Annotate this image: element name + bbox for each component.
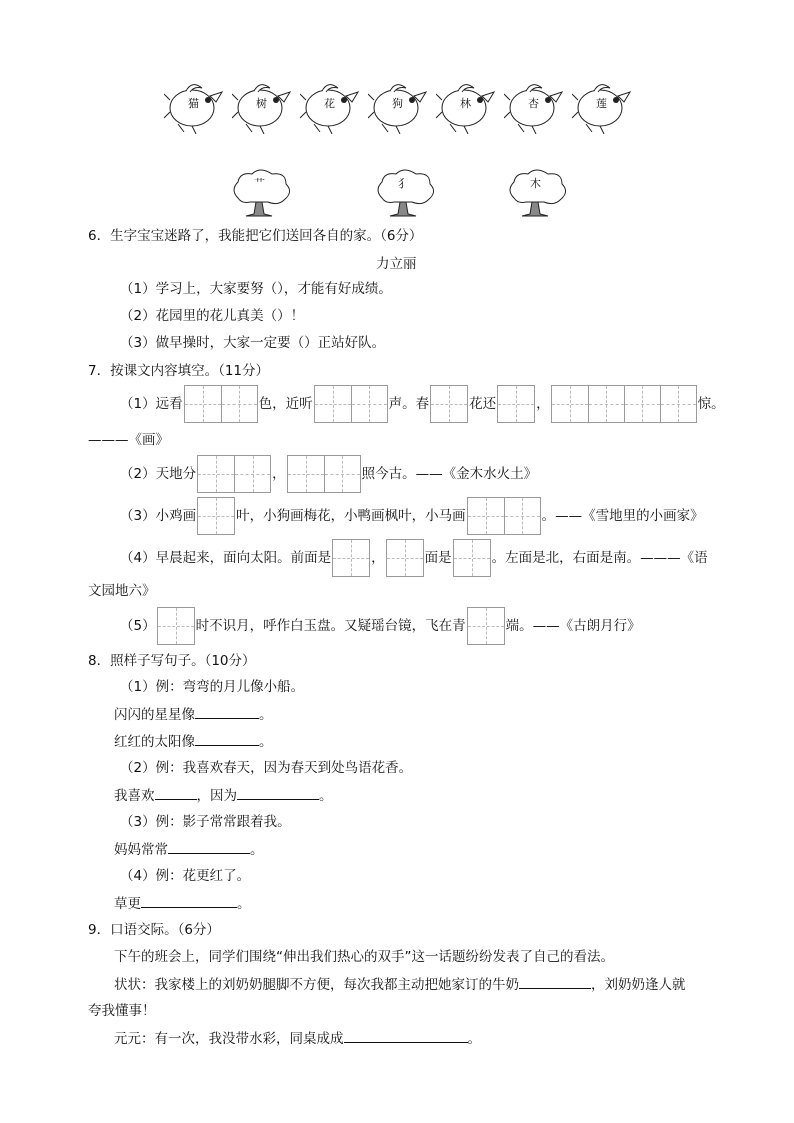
answer-grid[interactable] (453, 539, 491, 577)
bird-card: 莲 (572, 82, 634, 134)
q8-answer-line: 红红的太阳像 。 (114, 731, 273, 752)
q8-answer-line: 我喜欢 ，因为 。 (114, 785, 333, 806)
answer-grid[interactable] (197, 455, 271, 493)
q7-source: ———《画》 (88, 432, 169, 448)
q8-example: （1）例：弯弯的月儿像小船。 (120, 679, 305, 695)
answer-blank[interactable] (168, 839, 250, 854)
q6-options: 力立丽 (376, 256, 417, 272)
answer-blank[interactable] (237, 785, 319, 800)
q6-item: （1）学习上，大家要努（），才能有好成绩。 (120, 281, 392, 297)
bird-card: 林 (436, 82, 498, 134)
answer-blank[interactable] (195, 731, 259, 746)
answer-grid[interactable] (386, 539, 424, 577)
answer-grid[interactable] (551, 385, 697, 423)
q9-intro: 下午的班会上，同学们围绕“伸出我们热心的双手”这一话题纷纷发表了自己的看法。 (114, 949, 614, 965)
answer-grid[interactable] (467, 497, 541, 535)
answer-blank[interactable] (141, 893, 237, 908)
q7-source: 文园地六》 (88, 583, 156, 599)
bird-card: 狗 (368, 82, 430, 134)
q7-line-1: （1）远看 色，近听 声。春 花还 ， 惊。 (120, 384, 725, 424)
bird-card: 杏 (504, 82, 566, 134)
q8-answer-line: 闪闪的星星像 。 (114, 704, 273, 725)
answer-blank[interactable] (155, 785, 197, 800)
answer-grid[interactable] (497, 385, 535, 423)
answer-grid[interactable] (197, 497, 235, 535)
tree-card: 艹 (228, 168, 294, 216)
answer-grid[interactable] (287, 455, 361, 493)
bird-card: 树 (232, 82, 294, 134)
answer-blank[interactable] (344, 1028, 468, 1043)
tree-card: 犭 (372, 168, 438, 216)
q7-line-2: （2）天地分 ， 照今古。——《金木水火土》 (120, 454, 537, 494)
answer-grid[interactable] (157, 607, 195, 645)
answer-blank[interactable] (195, 704, 259, 719)
q8-example: （2）例：我喜欢春天，因为春天到处鸟语花香。 (120, 760, 413, 776)
q9-title: 9．口语交际。（6分） (88, 922, 220, 938)
q6-title: 6．生字宝宝迷路了，我能把它们送回各自的家。（6分） (88, 228, 423, 244)
q9-text: 夸我懂事！ (88, 1003, 156, 1019)
answer-grid[interactable] (467, 607, 505, 645)
q8-example: （3）例：影子常常跟着我。 (120, 814, 291, 830)
tree-card: 木 (504, 168, 570, 216)
q9-answer-line: 元元：有一次，我没带水彩，同桌成成 。 (114, 1028, 481, 1049)
answer-grid[interactable] (430, 385, 468, 423)
q6-item: （3）做早操时，大家一定要（）正站好队。 (120, 335, 386, 351)
q7-line-4: （4）早晨起来，面向太阳。前面是 ， 面是 。左面是北，右面是南。———《语 (120, 538, 708, 578)
q8-answer-line: 妈妈常常 。 (114, 839, 264, 860)
q7-line-5: （5） 时不识月，呼作白玉盘。又疑瑶台镜，飞在青 端。——《古朗月行》 (120, 606, 641, 646)
q8-title: 8．照样子写句子。（10分） (88, 653, 256, 669)
q7-title: 7．按课文内容填空。（11分） (88, 363, 270, 379)
q8-example: （4）例：花更红了。 (120, 868, 251, 884)
bird-card: 猫 (164, 82, 226, 134)
q7-line-3: （3）小鸡画 叶，小狗画梅花，小鸭画枫叶，小马画 。——《雪地里的小画家》 (120, 496, 704, 536)
answer-grid[interactable] (332, 539, 370, 577)
answer-grid[interactable] (314, 385, 388, 423)
q8-answer-line: 草更 。 (114, 893, 251, 914)
bird-card: 花 (300, 82, 362, 134)
answer-blank[interactable] (519, 974, 591, 989)
q9-answer-line: 状状：我家楼上的刘奶奶腿脚不方便，每次我都主动把她家订的牛奶 ，刘奶奶逢人就 (114, 974, 686, 995)
answer-grid[interactable] (184, 385, 258, 423)
q6-item: （2）花园里的花儿真美（）！ (120, 308, 305, 324)
